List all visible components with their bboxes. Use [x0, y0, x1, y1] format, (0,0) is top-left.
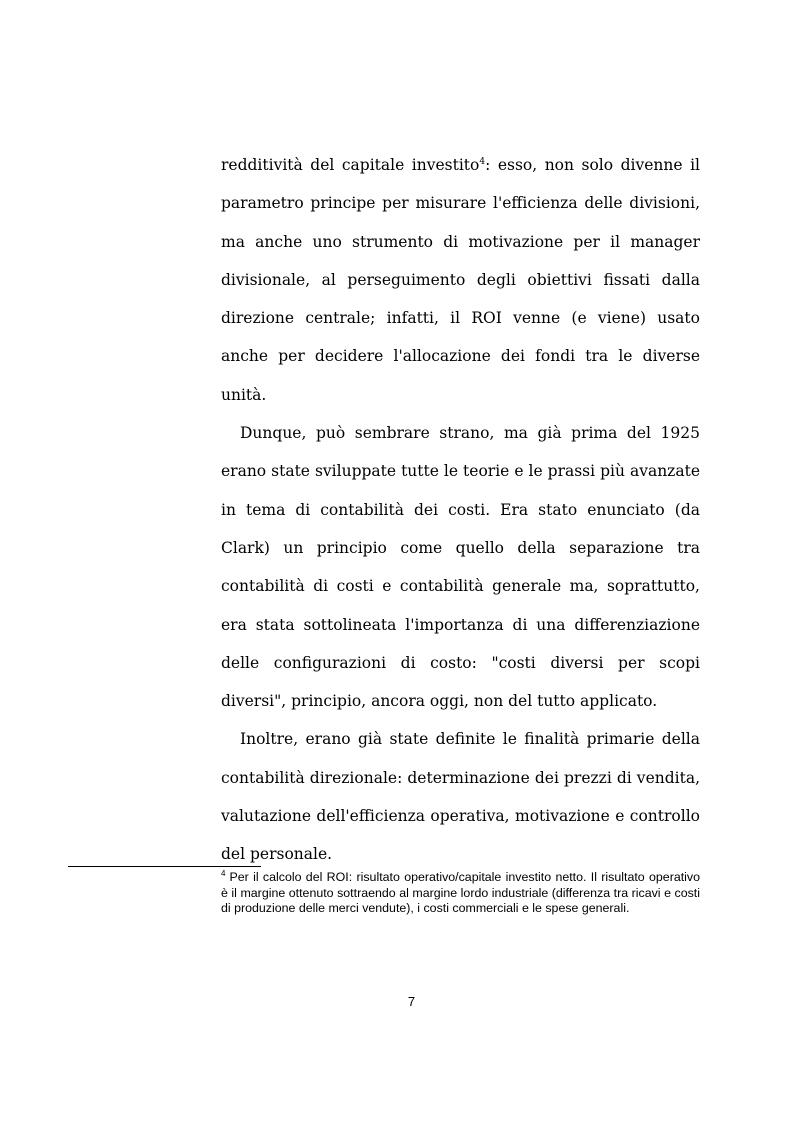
- footnote-text: Per il calcolo del ROI: risultato operativo/capitale investito netto. Il risultato operativo è il margine ottenuto sottraendo al margine lordo industriale (differenza tra ricavi e costi di produzione delle merci vendute), i costi commerciali e le spese generali.: [221, 870, 700, 915]
- footnote: [221, 870, 700, 917]
- body-text: [221, 146, 700, 874]
- paragraph-1-rest: : esso, non solo divenne il parametro principe per misurare l'efficienza delle divisioni, ma anche uno strumento di motivazione per il manager divisionale, al perseguimento degli obiettivi fissati dalla direzione centrale; infatti, il ROI venne (e viene) usato anche per decidere l'allocazione dei fondi tra le diverse unità.: [221, 156, 701, 404]
- paragraph-1: [221, 146, 700, 414]
- footnote-marker: 4: [221, 869, 226, 878]
- footnote-separator: [68, 866, 261, 867]
- footnote-reference[interactable]: 4: [479, 157, 486, 167]
- paragraph-2: Dunque, può sembrare strano, ma già prima del 1925 erano state sviluppate tutte le teorie e le prassi più avanzate in tema di contabilità dei costi. Era stato enunciato (da Clark) un principio come quello della separazione tra contabilità di costi e contabilità generale ma, soprattutto, era stata sottolineata l'importanza di una differenziazione delle configurazioni di costo: "costi diversi per scopi diversi", principio, ancora oggi, non del tutto applicato.: [221, 424, 700, 711]
- page-number: 7: [407, 994, 416, 1009]
- paragraph-3: Inoltre, erano già state definite le finalità primarie della contabilità direzionale: determinazione dei prezzi di vendita, valutazione dell'efficienza operativa, motivazione e controllo del personale.: [221, 730, 700, 864]
- paragraph-1-start: redditività del capitale investito: [221, 156, 480, 174]
